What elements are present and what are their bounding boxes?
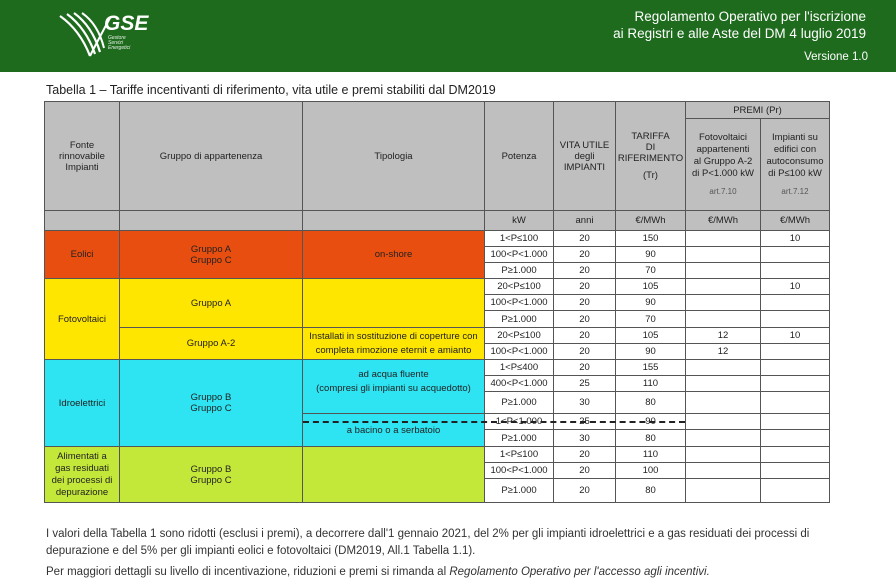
fonte-fotovoltaici: Fotovoltaici	[45, 279, 120, 360]
logo-text: GSE	[104, 12, 149, 35]
header-premio-fotovoltaici: Fotovoltaici appartenenti al Gruppo A-2 di P<1.000 kW art.7.10	[686, 119, 761, 211]
fonte-idroelettrici: Idroelettrici	[45, 360, 120, 447]
fonte-eolici: Eolici	[45, 231, 120, 279]
table-row: P≥1.000 30 80	[45, 392, 830, 414]
footnote-reductions: I valori della Tabella 1 sono ridotti (esclusi i premi), a decorrere dall'1 gennaio 2021, del 2% per gli impianti idroelettrici e a gas residuati dei processi di depurazione e del 5% per gli impianti eolici e fotovoltaici (DM2019, All.1 Tabella 1.1).	[46, 528, 810, 557]
gruppo-idroelettrici: Gruppo B Gruppo C	[120, 360, 303, 447]
page-header	[0, 0, 896, 72]
table-row: Idroelettrici Gruppo B Gruppo C ad acqua fluente (compresi gli impianti su acquedotto) 1<P≤400 20 155	[45, 360, 830, 376]
unit-vita: anni	[554, 211, 616, 231]
table-row: P≥1.000 30 80	[45, 430, 830, 447]
regolamento-reference: Regolamento Operativo per l'accesso agli incentivi.	[449, 566, 710, 578]
fonte-gas-residuati: Alimentati a gas residuati dei processi di depurazione	[45, 447, 120, 503]
tipologia-idro-fluente: ad acqua fluente (compresi gli impianti su acquedotto)	[303, 360, 485, 414]
header-tipologia: Tipologia	[303, 102, 485, 211]
unit-premio1: €/MWh	[686, 211, 761, 231]
header-gruppo: Gruppo di appartenenza	[120, 102, 303, 211]
table-row: P≥1.000 20 70	[45, 263, 830, 279]
footnote-details: Per maggiori dettagli su livello di incentivazione, riduzioni e premi si rimanda al Regolamento Operativo per l'accesso agli incentivi.	[46, 566, 710, 578]
table-row: Eolici Gruppo A Gruppo C on-shore 1<P≤100 20 150 10	[45, 231, 830, 247]
header-premi: PREMI (Pr)	[686, 102, 830, 119]
tipologia-idro-bacino: a bacino o a serbatoio	[303, 414, 485, 447]
table-caption: Tabella 1 – Tariffe incentivanti di riferimento, vita utile e premi stabiliti dal DM2019	[46, 83, 496, 97]
header-fonte: Fonte rinnovabile Impianti	[45, 102, 120, 211]
table-row: Gruppo A-2 Installati in sostituzione di coperture con completa rimozione eternit e amianto 20<P≤100 20 105 12 10	[45, 328, 830, 344]
header-vita-utile: VITA UTILE degli IMPIANTI	[554, 102, 616, 211]
unit-tariffa: €/MWh	[616, 211, 686, 231]
gruppo-fotovoltaici-a2: Gruppo A-2	[120, 328, 303, 360]
gruppo-gas-residuati: Gruppo B Gruppo C	[120, 447, 303, 503]
table-row: 400<P<1.000 25 110	[45, 376, 830, 392]
unit-premio2: €/MWh	[761, 211, 830, 231]
table-row: P≥1.000 20 70	[45, 311, 830, 328]
unit-potenza: kW	[485, 211, 554, 231]
header-premio-autoconsumo: Impianti su edifici con autoconsumo di P≤100 kW art.7.12	[761, 119, 830, 211]
tariff-table	[44, 101, 830, 503]
table-row: Fotovoltaici Gruppo A 20<P≤100 20 105 10	[45, 279, 830, 295]
document-title: Regolamento Operativo per l'iscrizione ai Registri e alle Aste del DM 4 luglio 2019	[613, 9, 866, 41]
header-tariffa: TARIFFA DI RIFERIMENTO (Tr)	[616, 102, 686, 211]
table-row: 100<P<1.000 20 90	[45, 247, 830, 263]
table-row: P≥1.000 20 80	[45, 479, 830, 503]
table-row: 100<P<1.000 20 90	[45, 295, 830, 311]
gruppo-eolici: Gruppo A Gruppo C	[120, 231, 303, 279]
table-row: 100<P<1.000 20 90 12	[45, 344, 830, 360]
logo-subtitle: Gestore Servizi Energetici	[108, 35, 131, 51]
table-row: 100<P<1.000 20 100	[45, 463, 830, 479]
header-potenza: Potenza	[485, 102, 554, 211]
idro-separator	[303, 421, 685, 423]
tipologia-eolici: on-shore	[303, 231, 485, 279]
tipologia-fotovoltaici-a2: Installati in sostituzione di coperture con completa rimozione eternit e amianto	[303, 328, 485, 360]
gruppo-fotovoltaici-a: Gruppo A	[120, 279, 303, 328]
table-row: a bacino o a serbatoio 1<P<1.000 25 90	[45, 414, 830, 430]
document-version: Versione 1.0	[804, 51, 868, 63]
table-row: Alimentati a gas residuati dei processi di depurazione Gruppo B Gruppo C 1<P≤100 20 110	[45, 447, 830, 463]
